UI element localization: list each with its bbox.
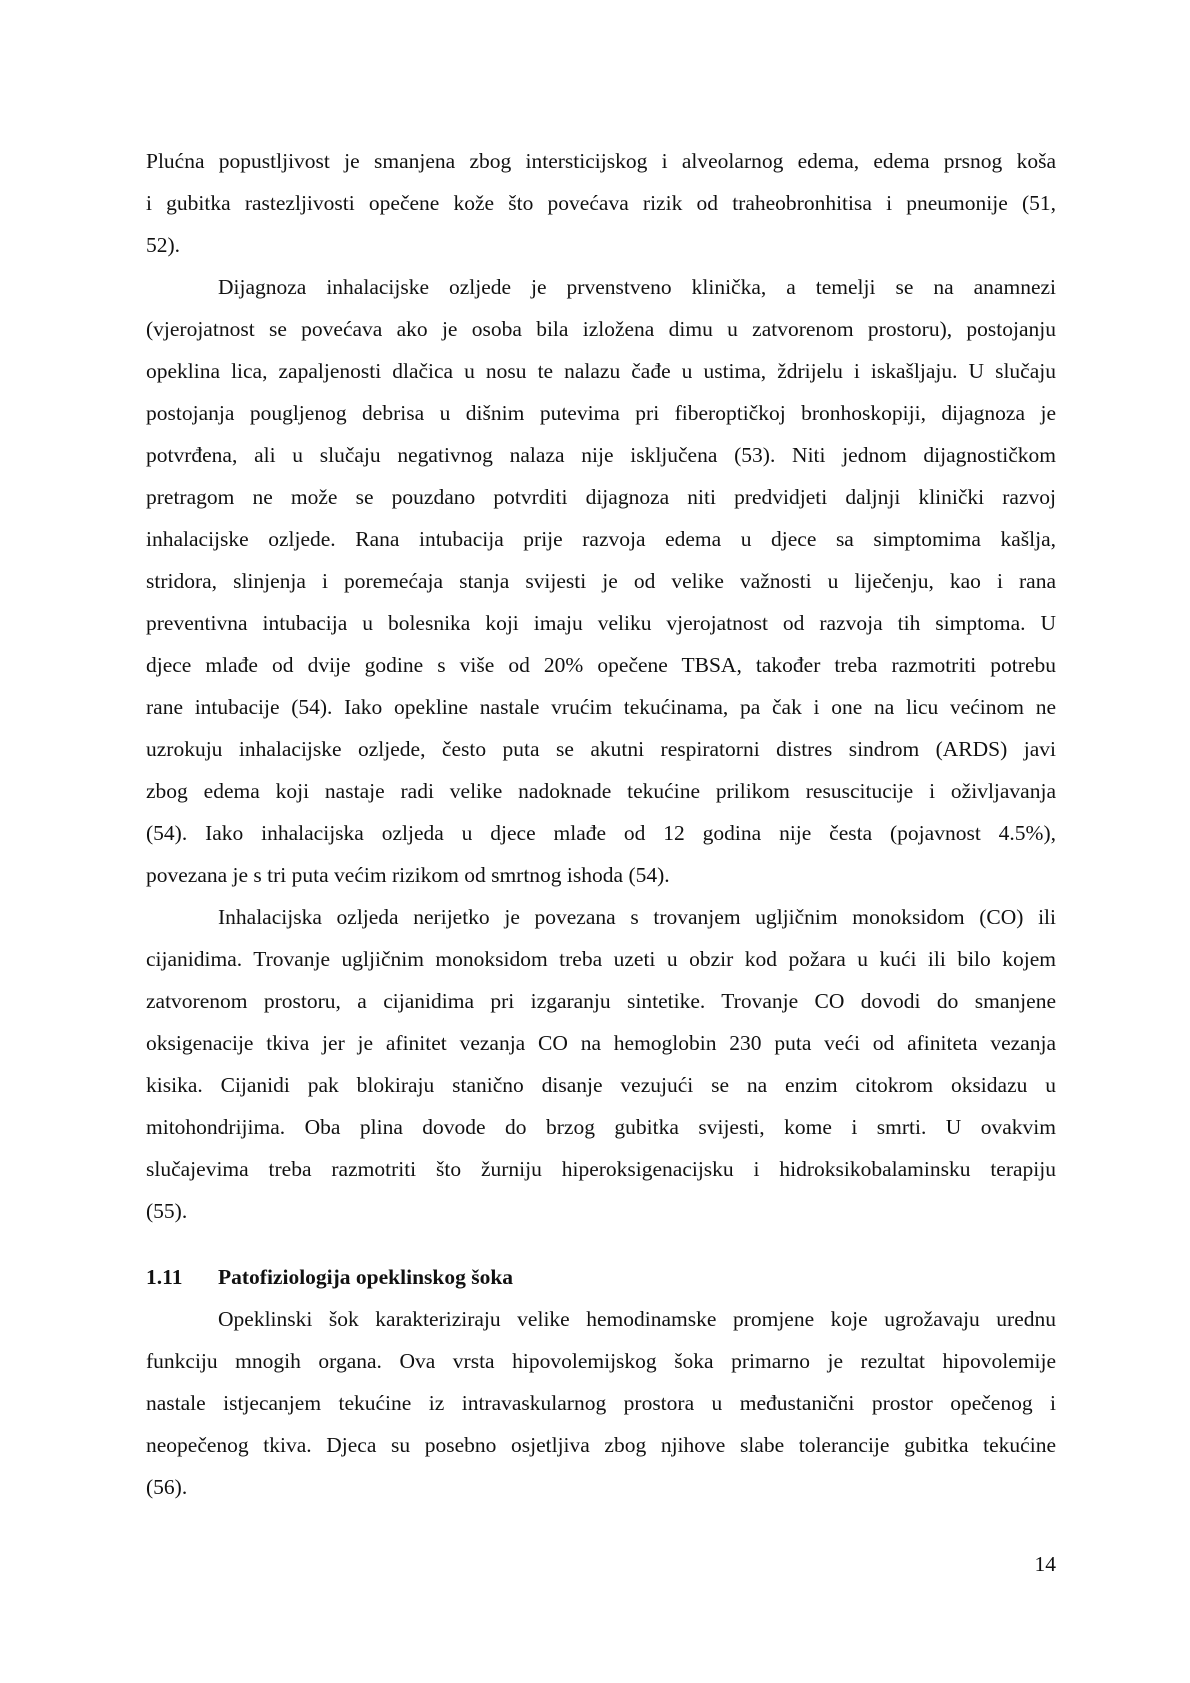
- text-line: stridora, slinjenja i poremećaja stanja svijesti je od velike važnosti u liječenju, kao i rana: [146, 569, 1056, 593]
- text-line: djece mlađe od dvije godine s više od 20% opečene TBSA, također treba razmotriti potrebu: [146, 653, 1056, 677]
- text-line: preventivna intubacija u bolesnika koji imaju veliku vjerojatnost od razvoja tih simptoma. U: [146, 611, 1056, 635]
- section-title: Patofiziologija opeklinskog šoka: [218, 1265, 514, 1289]
- paragraph-1: [146, 140, 1056, 266]
- text-line: mitohondrijima. Oba plina dovode do brzog gubitka svijesti, kome i smrti. U ovakvim: [146, 1115, 1056, 1139]
- section-heading: [146, 1256, 1056, 1298]
- text-line: oksigenacije tkiva jer je afinitet vezanja CO na hemoglobin 230 puta veći od afiniteta vezanja: [146, 1031, 1056, 1055]
- text-line: 52).: [146, 233, 181, 257]
- paragraph-2: [146, 266, 1056, 896]
- text-line: Inhalacijska ozljeda nerijetko je povezana s trovanjem ugljičnim monoksidom (CO) ili: [218, 905, 1056, 929]
- text-line: zbog edema koji nastaje radi velike nadoknade tekućine prilikom resuscitucije i oživljavanja: [146, 779, 1056, 803]
- text-line: (54). Iako inhalacijska ozljeda u djece mlađe od 12 godina nije česta (pojavnost 4.5%),: [146, 821, 1056, 845]
- text-line: i gubitka rastezljivosti opečene kože što povećava rizik od traheobronhitisa i pneumonije (51,: [146, 191, 1056, 215]
- text-line: (vjerojatnost se povećava ako je osoba bila izložena dimu u zatvorenom prostoru), postojanju: [146, 317, 1056, 341]
- text-line: cijanidima. Trovanje ugljičnim monoksidom treba uzeti u obzir kod požara u kući ili bilo kojem: [146, 947, 1056, 971]
- text-line: (55).: [146, 1199, 188, 1223]
- text-line: povezana je s tri puta većim rizikom od smrtnog ishoda (54).: [146, 863, 670, 887]
- text-line: Dijagnoza inhalacijske ozljede je prvenstveno klinička, a temelji se na anamnezi: [218, 275, 1056, 299]
- text-line: potvrđena, ali u slučaju negativnog nalaza nije isključena (53). Niti jednom dijagnostičkom: [146, 443, 1056, 467]
- text-line: neopečenog tkiva. Djeca su posebno osjetljiva zbog njihove slabe tolerancije gubitka tekućine: [146, 1433, 1056, 1457]
- text-line: opeklina lica, zapaljenosti dlačica u nosu te nalazu čađe u ustima, ždrijelu i iskašljaju. U slučaju: [146, 359, 1056, 383]
- text-line: zatvorenom prostoru, a cijanidima pri izgaranju sintetike. Trovanje CO dovodi do smanjene: [146, 989, 1056, 1013]
- paragraph-3: [146, 896, 1056, 1232]
- text-line: Plućna popustljivost je smanjena zbog intersticijskog i alveolarnog edema, edema prsnog koša: [146, 149, 1056, 173]
- text-line: (56).: [146, 1475, 188, 1499]
- text-line: kisika. Cijanidi pak blokiraju stanično disanje vezujući se na enzim citokrom oksidazu u: [146, 1073, 1056, 1097]
- page-number: 14: [1034, 1552, 1056, 1576]
- text-line: uzrokuju inhalacijske ozljede, često puta se akutni respiratorni distres sindrom (ARDS) javi: [146, 737, 1056, 761]
- text-line: nastale istjecanjem tekućine iz intravaskularnog prostora u međustanični prostor opečenog i: [146, 1391, 1056, 1415]
- section-number: 1.11: [146, 1265, 183, 1289]
- text-line: rane intubacije (54). Iako opekline nastale vrućim tekućinama, pa čak i one na licu većinom ne: [146, 695, 1056, 719]
- text-line: Opeklinski šok karakteriziraju velike hemodinamske promjene koje ugrožavaju urednu: [218, 1307, 1056, 1331]
- text-line: funkciju mnogih organa. Ova vrsta hipovolemijskog šoka primarno je rezultat hipovolemije: [146, 1349, 1056, 1373]
- text-line: postojanja pougljenog debrisa u dišnim putevima pri fiberoptičkoj bronhoskopiji, dijagnoza je: [146, 401, 1056, 425]
- text-line: inhalacijske ozljede. Rana intubacija prije razvoja edema u djece sa simptomima kašlja,: [146, 527, 1056, 551]
- text-line: slučajevima treba razmotriti što žurniju hiperoksigenacijsku i hidroksikobalaminsku terapiju: [146, 1157, 1056, 1181]
- page-body: [146, 140, 1056, 1508]
- paragraph-4: [146, 1298, 1056, 1508]
- text-line: pretragom ne može se pouzdano potvrditi dijagnoza niti predvidjeti daljnji klinički razvoj: [146, 485, 1056, 509]
